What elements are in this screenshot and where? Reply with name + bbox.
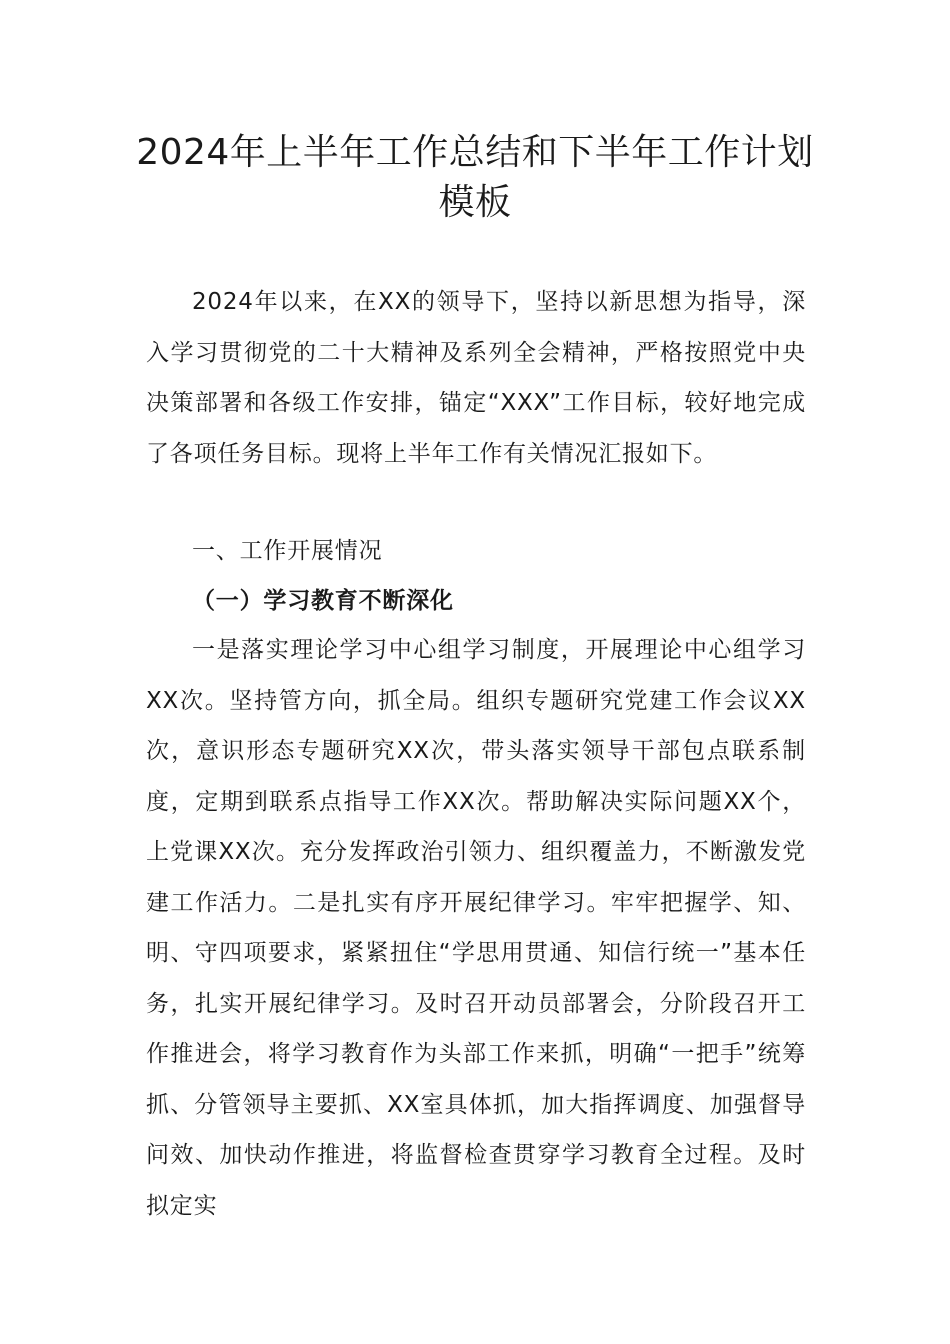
subsection-heading: （一）学习教育不断深化 bbox=[192, 588, 454, 614]
document-title-line2: 模板 bbox=[438, 182, 512, 223]
intro-paragraph: 2024年以来，在XX的领导下，坚持以新思想为指导，深入学习贯彻党的二十大精神及系列全会精神，严格按照党中央决策部署和各级工作安排，锚定“XXX”工作目标，较好地完成了各项任务目标。现将上半年工作有关情况汇报如下。 bbox=[146, 289, 806, 467]
document-title-line1: 2024年上半年工作总结和下半年工作计划 bbox=[136, 132, 814, 173]
section-heading: 一、工作开展情况 bbox=[192, 538, 383, 564]
body-paragraph: 一是落实理论学习中心组学习制度，开展理论中心组学习XX次。坚持管方向，抓全局。组织专题研究党建工作会议XX次，意识形态专题研究XX次，带头落实领导干部包点联系制度，定期到联系点指导工作XX次。帮助解决实际问题XX个，上党课XX次。充分发挥政治引领力、组织覆盖力，不断激发党建工作活力。二是扎实有序开展纪律学习。牢牢把握学、知、明、守四项要求，紧紧扭住“学思用贯通、知信行统一”基本任务，扎实开展纪律学习。及时召开动员部署会，分阶段召开工作推进会，将学习教育作为头部工作来抓，明确“一把手”统筹抓、分管领导主要抓、XX室具体抓，加大指挥调度、加强督导问效、加快动作推进，将监督检查贯穿学习教育全过程。及时拟定实 bbox=[146, 637, 806, 1219]
